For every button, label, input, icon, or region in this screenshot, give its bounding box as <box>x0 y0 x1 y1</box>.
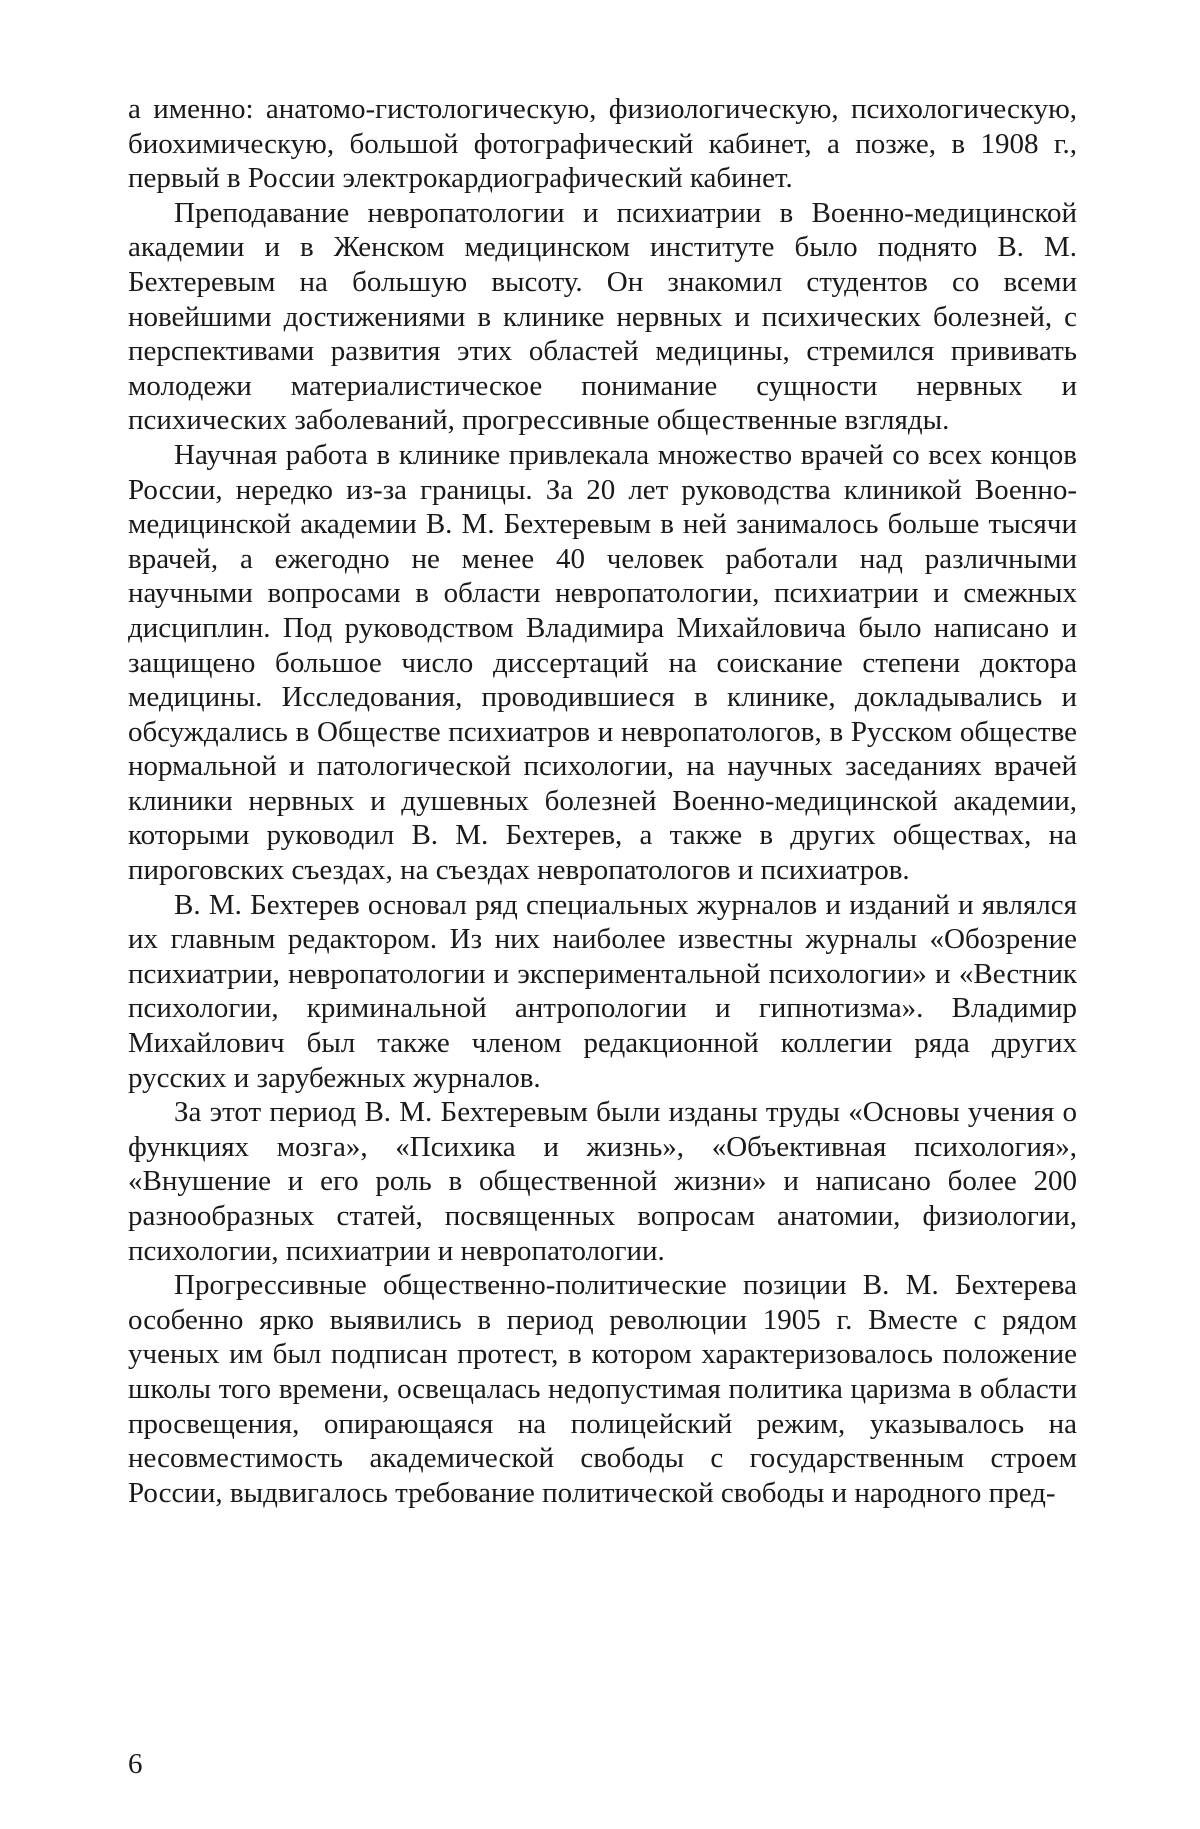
body-text <box>128 92 1077 1510</box>
paragraph-works: За этот период В. М. Бехтеревым были изданы труды «Основы учения о функциях мозга», «Психика и жизнь», «Объективная психология», «Внушение и его роль в общественной жизни» и написано более 200 разнообразных статей, посвященных вопросам анатомии, физиологии, психологии, психиатрии и невропатологии. <box>128 1096 1077 1267</box>
page-number: 6 <box>128 1748 143 1780</box>
paragraph-politics: Прогрессивные общественно-политические позиции В. М. Бехтерева особенно ярко выявились в период революции 1905 г. Вместе с рядом ученых им был подписан протест, в котором характеризовалось положение школы того времени, освещалась недопустимая политика царизма в области просвещения, опирающаяся на полицейский режим, указывалось на несовместимость академической свободы с государственным строем России, выдвигалось требование политической свободы и народного пред- <box>128 1269 1077 1509</box>
paragraph-continuation: а именно: анатомо-гистологическую, физиологическую, психологическую, биохимическую, большой фотографический кабинет, а позже, в 1908 г., первый в России электрокардиографический кабинет. <box>128 93 1077 195</box>
paragraph-research: Научная работа в клинике привлекала множество врачей со всех концов России, нередко из-за границы. За 20 лет руководства клиникой Военно-медицинской академии В. М. Бехтеревым в ней занималось больше тысячи врачей, а ежегодно не менее 40 человек работали над различными научными вопросами в области невропатологии, психиатрии и смежных дисциплин. Под руководством Владимира Михайловича было написано и защищено большое число диссертаций на соискание степени доктора медицины. Исследования, проводившиеся в клинике, докладывались и обсуждались в Обществе психиатров и невропатологов, в Русском обществе нормальной и патологической психологии, на научных заседаниях врачей клиники нервных и душевных болезней Военно-медицинской академии, которыми руководил В. М. Бехтерев, а также в других обществах, на пироговских съездах, на съездах невропатологов и психиатров. <box>128 438 1077 887</box>
paragraph-teaching: Преподавание невропатологии и психиатрии в Военно-медицинской академии и в Женском медицинском институте было поднято В. М. Бехтеревым на большую высоту. Он знакомил студентов со всеми новейшими достижениями в клинике нервных и психических болезней, с перспективами развития этих областей медицины, стремился прививать молодежи материалистическое понимание сущности нервных и психических заболеваний, прогрессивные общественные взгляды. <box>128 196 1077 437</box>
paragraph-journals: В. М. Бехтерев основал ряд специальных журналов и изданий и являлся их главным редактором. Из них наиболее известны журналы «Обозрение психиатрии, невропатологии и экспериментальной психологии» и «Вестник психологии, криминальной антропологии и гипнотизма». Владимир Михайлович был также членом редакционной коллегии ряда других русских и зарубежных журналов. <box>128 888 1077 1094</box>
